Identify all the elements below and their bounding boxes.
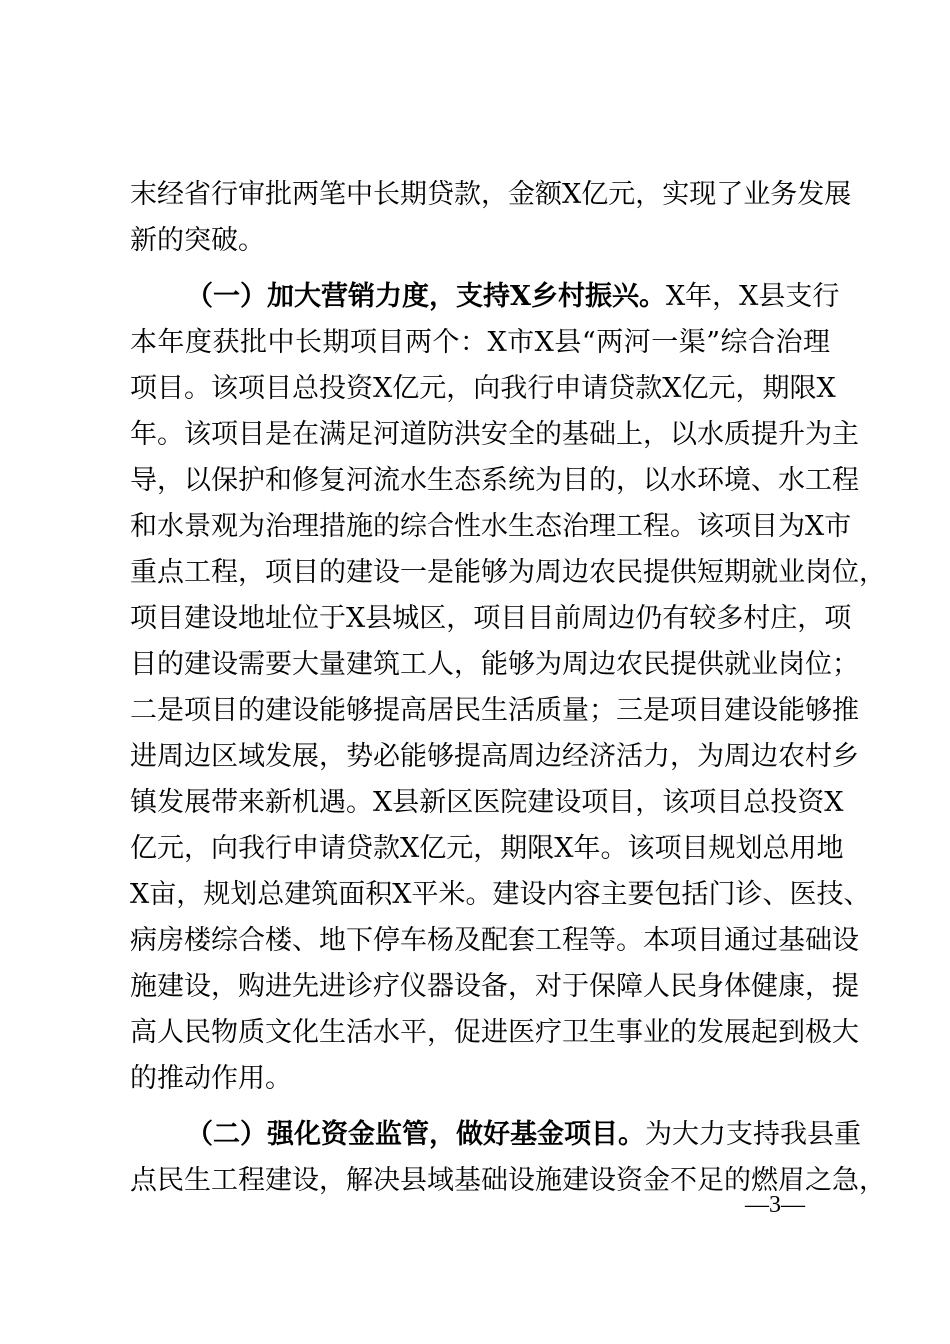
text-line: 的推动作用。 — [130, 1063, 292, 1094]
text-line: 目的建设需要大量建筑工人，能够为周边农民提供就业岗位； — [130, 649, 859, 680]
text-line: 病房楼综合楼、地下停车杨及配套工程等。本项目通过基础设 — [130, 925, 859, 956]
text-segment: X年，X县支行 — [665, 281, 840, 312]
text-segment: 为大力支持我县重 — [645, 1119, 861, 1150]
text-line: X亩，规划总建筑面积X平米。建设内容主要包括门诊、医技、 — [130, 879, 871, 910]
text-line: 重点工程，项目的建设一是能够为周边农民提供短期就业岗位， — [130, 557, 886, 588]
text-line: 项目。该项目总投资X亿元，向我行申请贷款X亿元，期限X — [130, 373, 836, 404]
text-line: 本年度获批中长期项目两个：X市X县“两河一渠”综合治理 — [130, 327, 830, 358]
text-line: 末经省行审批两笔中长期贷款，金额X亿元，实现了业务发展 — [130, 179, 852, 210]
text-line: 施建设，购进先进诊疗仪器设备，对于保障人民身体健康，提 — [130, 971, 859, 1002]
paragraph-1 — [130, 172, 852, 264]
text-line: 点民生工程建设，解决县域基础设施建设资金不足的燃眉之急， — [130, 1165, 886, 1196]
text-line: 项目建设地址位于X县城区，项目目前周边仍有较多村庄，项 — [130, 603, 852, 634]
text-line: 镇发展带来新机遇。X县新区医院建设项目，该项目总投资X — [130, 787, 844, 818]
text-line: 高人民物质文化生活水平，促进医疗卫生事业的发展起到极大 — [130, 1017, 859, 1048]
text-line: 亿元，向我行申请贷款X亿元，期限X年。该项目规划总用地 — [130, 833, 844, 864]
text-line — [130, 274, 840, 320]
section-heading: （二）强化资金监管，做好基金项目。 — [186, 1119, 645, 1150]
page-number: —3— — [745, 1192, 805, 1218]
text-line: 导，以保护和修复河流水生态系统为目的，以水环境、水工程 — [130, 465, 859, 496]
text-line — [130, 1112, 861, 1158]
paragraph-2 — [130, 274, 886, 1102]
text-line: 年。该项目是在满足河道防洪安全的基础上，以水质提升为主 — [130, 419, 859, 450]
text-line: 和水景观为治理措施的综合性水生态治理工程。该项目为X市 — [130, 511, 852, 542]
document-body — [130, 172, 886, 1204]
text-line: 新的突破。 — [130, 225, 265, 256]
section-heading: （一）加大营销力度，支持X乡村振兴。 — [186, 281, 666, 312]
text-line: 进周边区域发展，势必能够提高周边经济活力，为周边农村乡 — [130, 741, 859, 772]
text-line: 二是项目的建设能够提高居民生活质量；三是项目建设能够推 — [130, 695, 859, 726]
paragraph-3 — [130, 1112, 886, 1204]
